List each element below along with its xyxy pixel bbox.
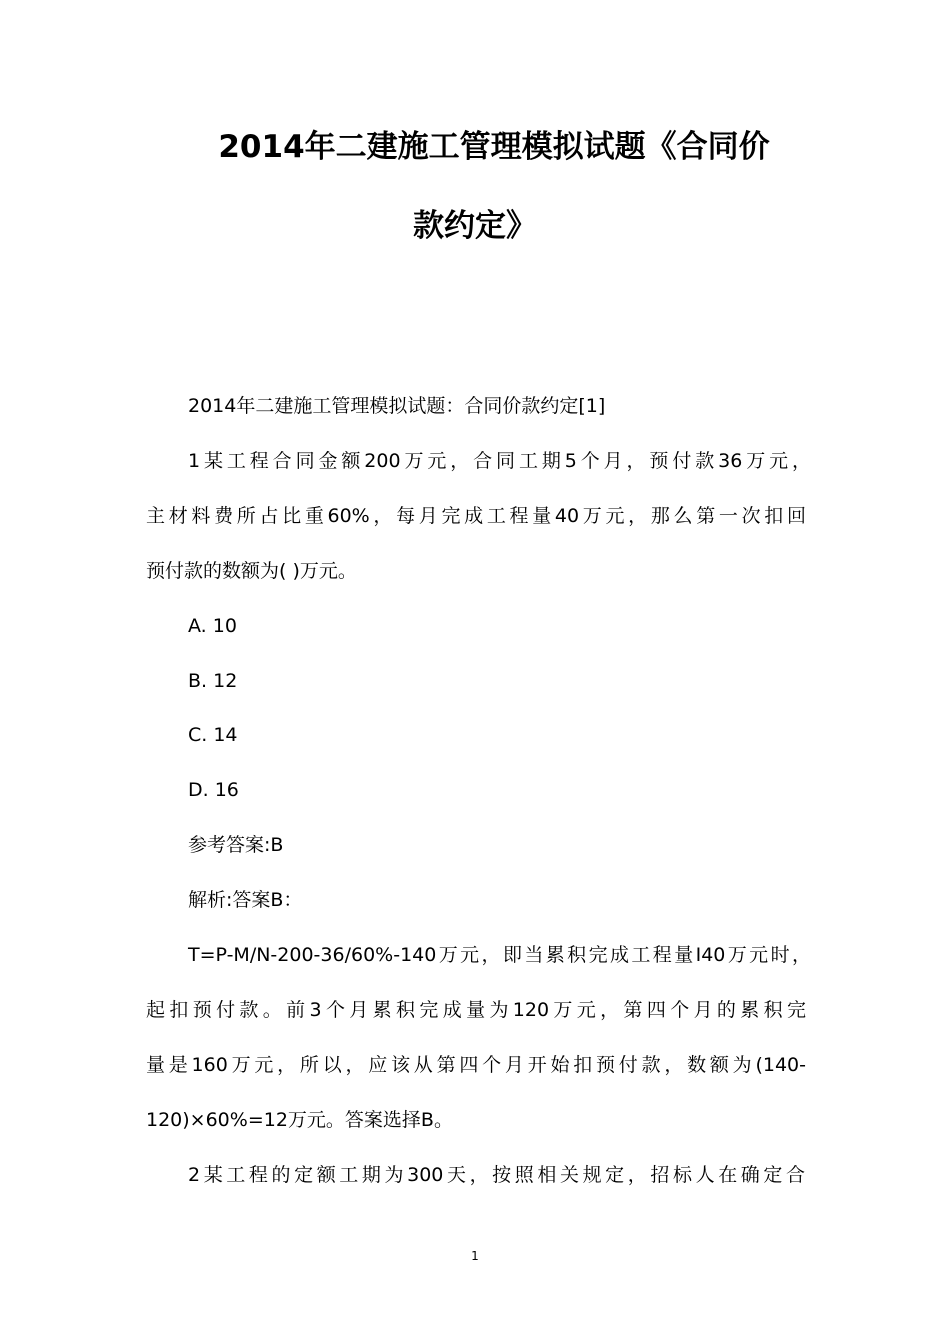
question-1-line-1: 1某工程合同金额200万元，合同工期5个月，预付款36万元， — [188, 450, 811, 472]
analysis-line-4: 120)×60%=12万元。答案选择B。 — [146, 1109, 453, 1131]
option-d: D. 16 — [188, 779, 239, 801]
page-number: 1 — [471, 1249, 479, 1263]
document-title-line-2: 款约定》 — [413, 208, 537, 244]
analysis-line-3: 量是160万元，所以，应该从第四个月开始扣预付款，数额为(140- — [146, 1054, 806, 1076]
reference-answer: 参考答案:B — [188, 834, 284, 856]
intro-line: 2014年二建施工管理模拟试题：合同价款约定[1] — [188, 395, 606, 417]
option-a: A. 10 — [188, 615, 237, 637]
question-2-line-1: 2某工程的定额工期为300天，按照相关规定，招标人在确定合 — [188, 1164, 805, 1186]
option-b: B. 12 — [188, 670, 238, 692]
question-1-line-2: 主材料费所占比重60%，每月完成工程量40万元，那么第一次扣回 — [146, 505, 806, 527]
question-1-line-3: 预付款的数额为( )万元。 — [146, 560, 357, 582]
analysis-heading: 解析:答案B： — [188, 889, 303, 911]
document-title-line-1: 2014年二建施工管理模拟试题《合同价 — [218, 129, 770, 165]
analysis-line-2: 起扣预付款。前3个月累积完成量为120万元，第四个月的累积完 — [146, 999, 806, 1021]
option-c: C. 14 — [188, 724, 238, 746]
analysis-line-1: T=P-M/N-200-36/60%-140万元，即当累积完成工程量I40万元时， — [188, 944, 811, 966]
